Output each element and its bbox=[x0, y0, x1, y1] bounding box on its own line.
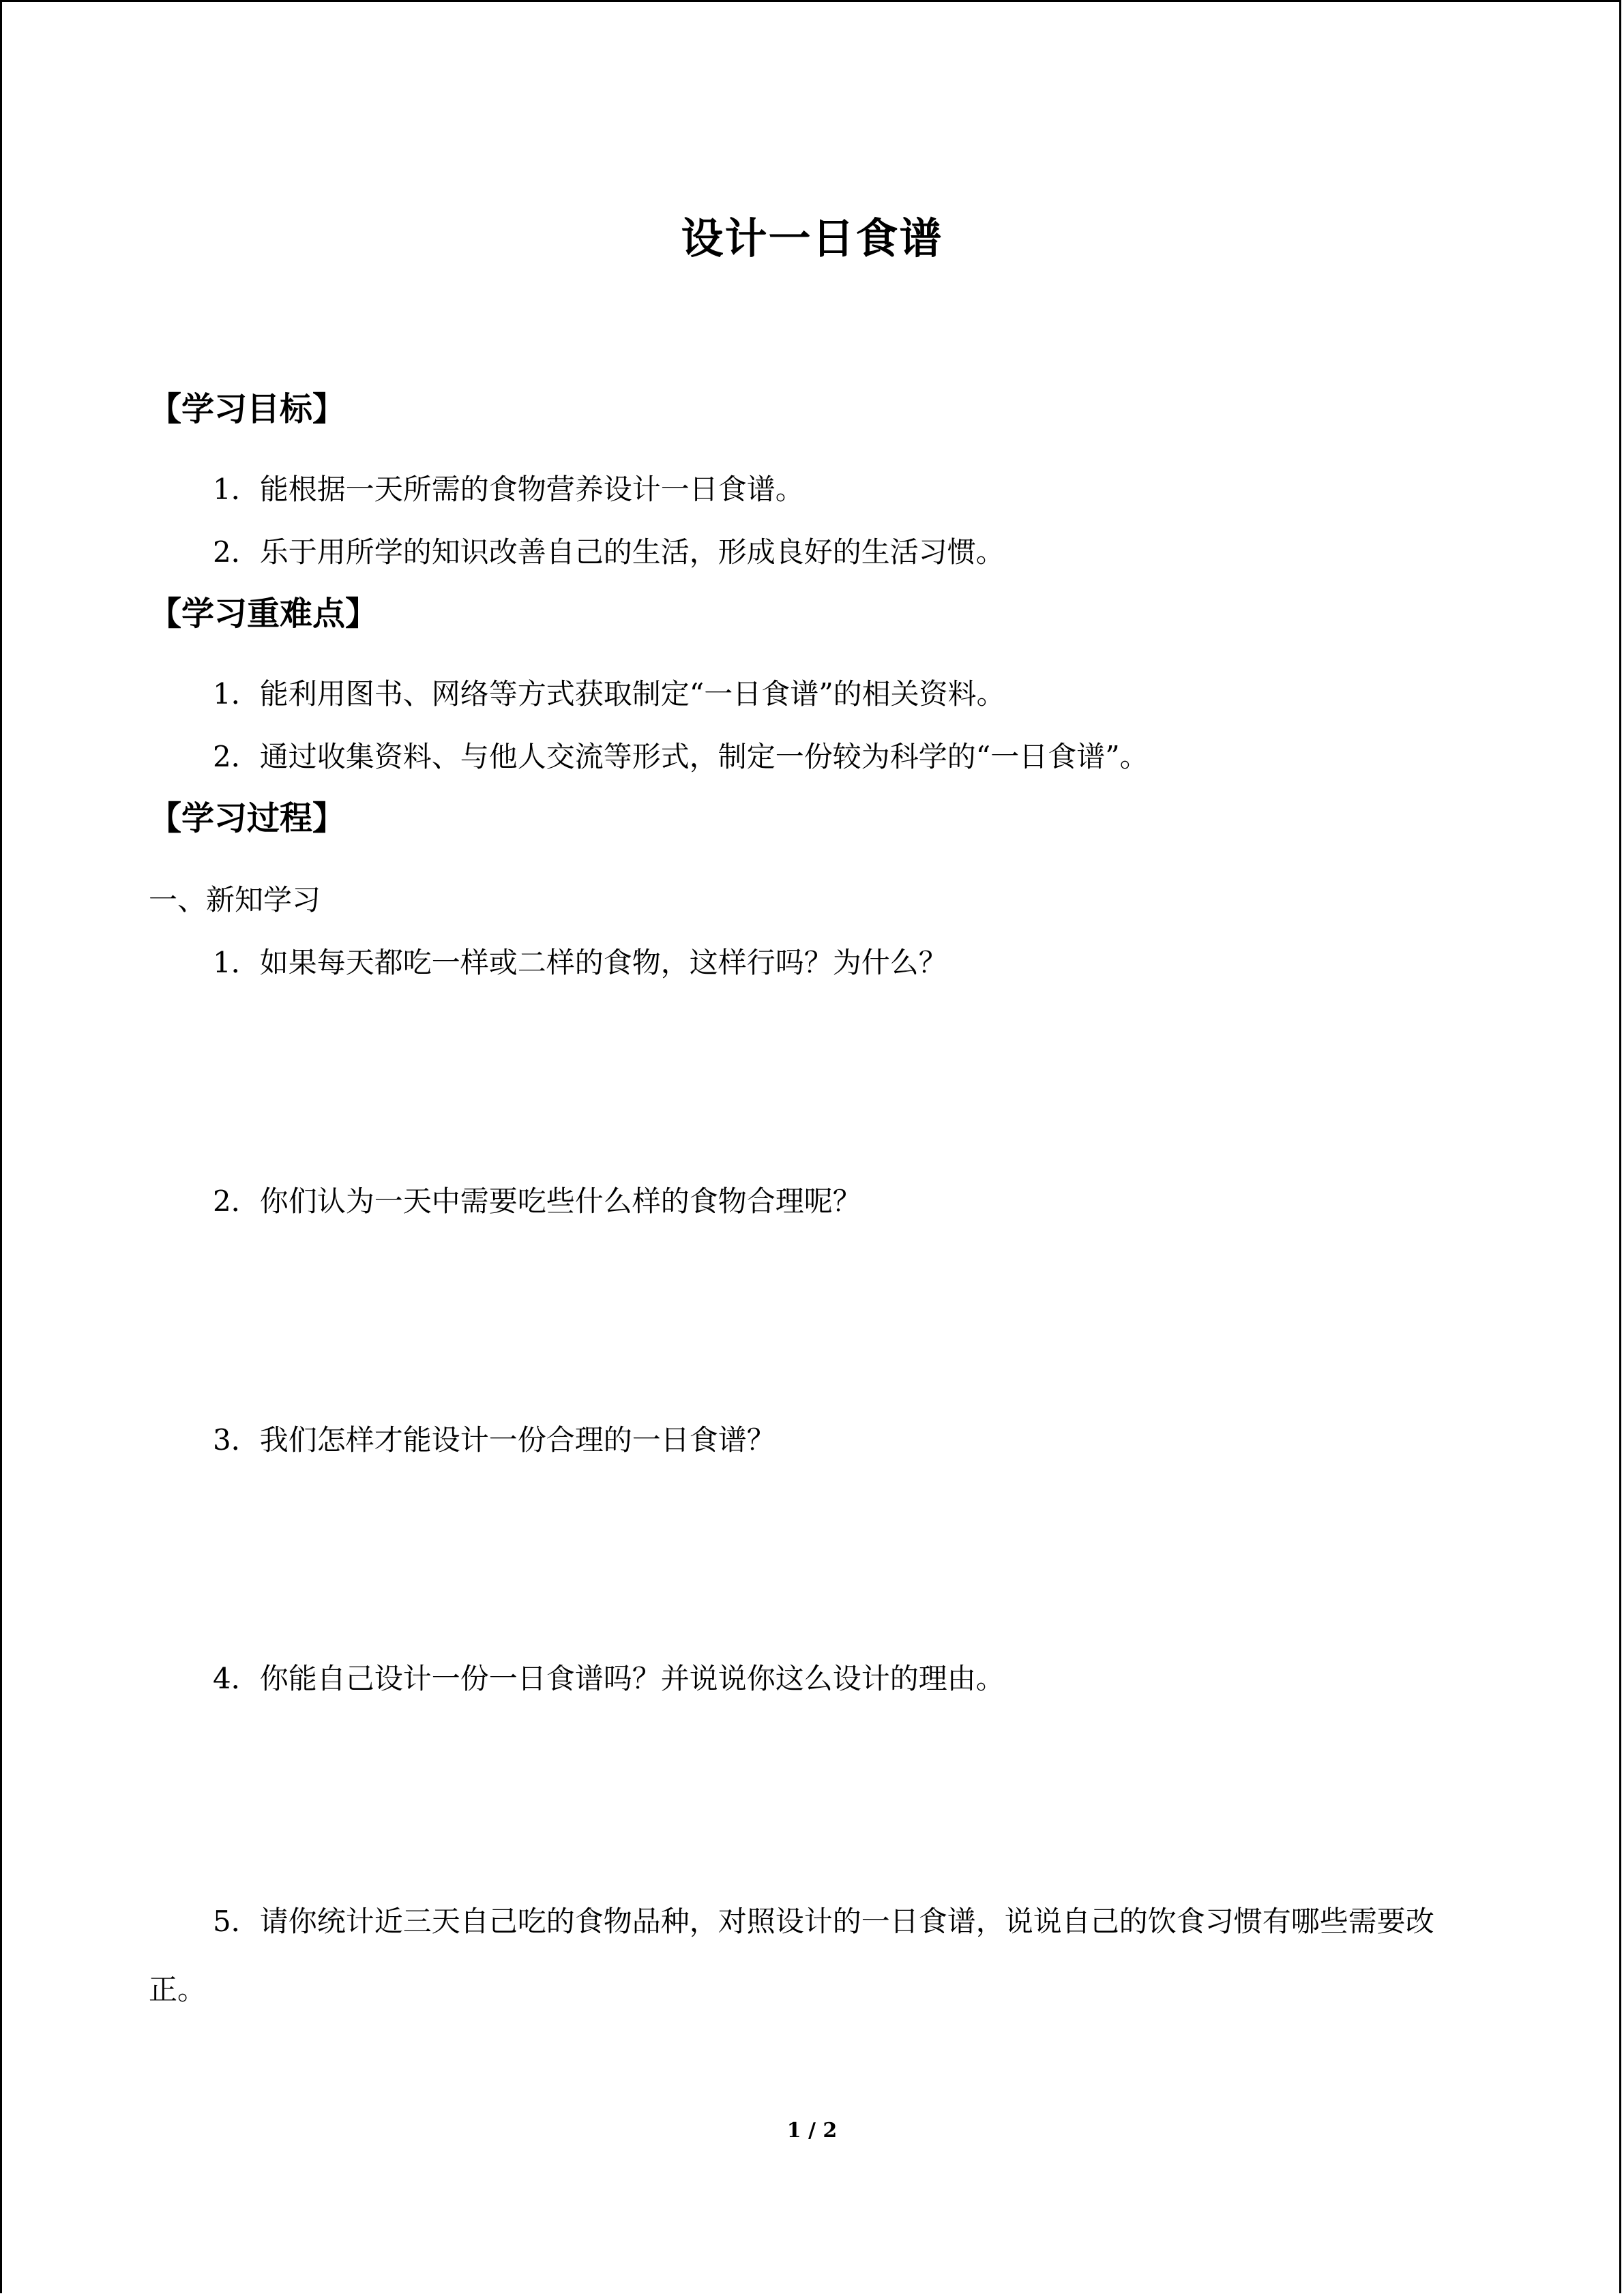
page-number: 1 / 2 bbox=[786, 2119, 838, 2143]
question-4: 4．你能自己设计一份一日食谱吗？并说说你这么设计的理由。 bbox=[213, 1662, 1005, 1695]
page-title: 设计一日食谱 bbox=[681, 213, 943, 263]
objective-item-1: 1．能根据一天所需的食物营养设计一日食谱。 bbox=[213, 473, 804, 506]
process-heading: 【学习过程】 bbox=[149, 799, 346, 837]
question-3: 3．我们怎样才能设计一份合理的一日食谱？ bbox=[213, 1423, 776, 1457]
key-points-heading: 【学习重难点】 bbox=[149, 595, 379, 633]
key-point-item-1: 1．能利用图书、网络等方式获取制定“一日食谱”的相关资料。 bbox=[213, 677, 1005, 711]
question-5: 5．请你统计近三天自己吃的食物品种，对照设计的一日食谱，说说自己的饮食习惯有哪些需要改正。 bbox=[149, 1905, 1434, 2006]
objectives-heading: 【学习目标】 bbox=[149, 390, 346, 428]
question-1: 1．如果每天都吃一样或二样的食物，这样行吗？为什么？ bbox=[213, 946, 947, 979]
objective-item-2: 2．乐于用所学的知识改善自己的生活，形成良好的生活习惯。 bbox=[213, 535, 1005, 569]
question-2: 2．你们认为一天中需要吃些什么样的食物合理呢？ bbox=[213, 1184, 861, 1218]
new-knowledge-label: 一、新知学习 bbox=[149, 883, 321, 916]
key-point-item-2: 2．通过收集资料、与他人交流等形式，制定一份较为科学的“一日食谱”。 bbox=[213, 740, 1149, 773]
